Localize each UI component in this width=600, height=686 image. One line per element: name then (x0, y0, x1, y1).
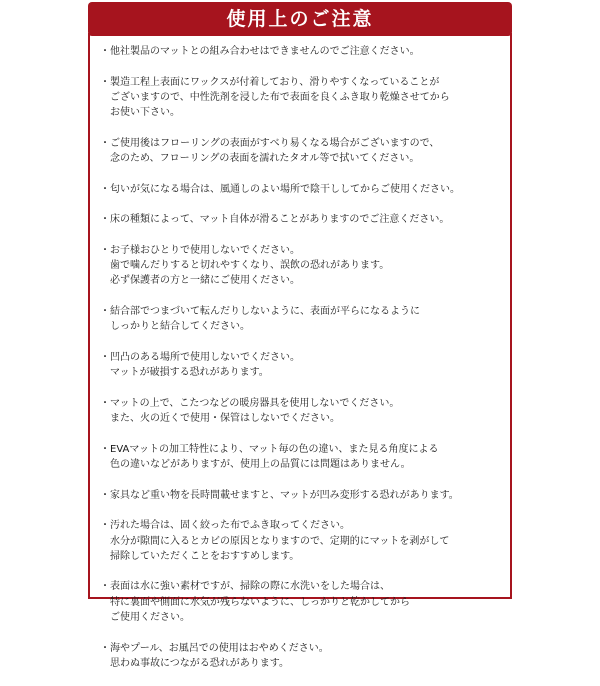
notice-item (100, 488, 504, 503)
bullet-mark: ・ (100, 214, 110, 226)
notice-item-text: お子様おひとりで使用しないでください。 歯で噛んだりすると切れやすくなり、誤飲の恐れがあります。 必ず保護者の方と一緒にご使用ください。 (110, 244, 390, 287)
notice-item-text: 床の種類によって、マット自体が滑ることがありますのでご注意ください。 (110, 214, 450, 226)
bullet-mark: ・ (100, 306, 110, 318)
bullet-mark: ・ (100, 244, 110, 256)
bullet-mark: ・ (100, 642, 110, 654)
bullet-mark: ・ (100, 46, 110, 57)
notice-item-text: 匂いが気になる場合は、風通しのよい場所で陰干ししてからご使用ください。 (110, 183, 460, 195)
bullet-mark: ・ (100, 581, 110, 593)
bullet-mark: ・ (100, 397, 110, 409)
notice-item-text: 家具など重い物を長時間載せますと、マットが凹み変形する恐れがあります。 (110, 489, 459, 501)
bullet-mark: ・ (100, 489, 110, 501)
bullet-mark: ・ (100, 351, 110, 363)
bullet-mark: ・ (100, 137, 110, 149)
notice-item-text: 海やプール、お風呂での使用はおやめください。 思わぬ事故につながる恐れがあります。 (110, 642, 329, 669)
notice-item-text: 汚れた場合は、固く絞った布でふき取ってください。 水分が隙間に入るとカビの原因となりますので、定期的にマットを剥がして 掃除していただくことをおすすめします。 (110, 520, 450, 562)
bullet-mark: ・ (100, 443, 110, 455)
notice-item (100, 442, 504, 473)
bullet-mark: ・ (100, 76, 110, 88)
notice-item-text: 製造工程上表面にワックスが付着しており、滑りやすくなっていることが ございますので、中性洗剤を浸した布で表面を良くふき取り乾燥させてから お使い下さい。 (110, 76, 450, 119)
bullet-mark: ・ (100, 520, 110, 532)
notice-title: 使用上のご注意 (226, 8, 374, 30)
notice-item (100, 579, 504, 625)
notice-header-banner (88, 2, 512, 36)
notice-item (100, 641, 504, 672)
notice-item-text: 表面は水に強い素材ですが、掃除の際に水洗いをした場合は、 特に裏面や側面に水気が残らないように、しっかりと乾かしてから ご使用ください。 (110, 581, 410, 623)
notice-item-text: 凹凸のある場所で使用しないでください。 マットが破損する恐れがあります。 (110, 351, 300, 379)
notice-item (100, 44, 504, 59)
notice-item (100, 182, 504, 197)
notice-item-text: 他社製品のマットとの組み合わせはできませんのでご注意ください。 (110, 46, 420, 57)
notice-item (100, 518, 504, 564)
notice-list (100, 44, 504, 686)
notice-item (100, 350, 504, 381)
notice-item-text: 結合部でつまづいて転んだりしないように、表面が平らになるように しっかりと結合してください。 (110, 306, 420, 333)
notice-item (100, 304, 504, 335)
notice-item (100, 212, 504, 227)
bullet-mark: ・ (100, 183, 110, 195)
notice-item (100, 243, 504, 289)
notice-item (100, 75, 504, 121)
notice-item (100, 136, 504, 167)
notice-item (100, 396, 504, 427)
notice-item-text: マットの上で、こたつなどの暖房器具を使用しないでください。 また、火の近くで使用・保管はしないでください。 (110, 397, 400, 425)
notice-item-text: EVAマットの加工特性により、マット毎の色の違い、また見る角度による 色の違いなどがありますが、使用上の品質には問題はありません。 (110, 443, 439, 471)
notice-item-text: ご使用後はフローリングの表面がすべり易くなる場合がございますので、 念のため、フローリングの表面を濡れたタオル等で拭いてください。 (110, 137, 440, 165)
